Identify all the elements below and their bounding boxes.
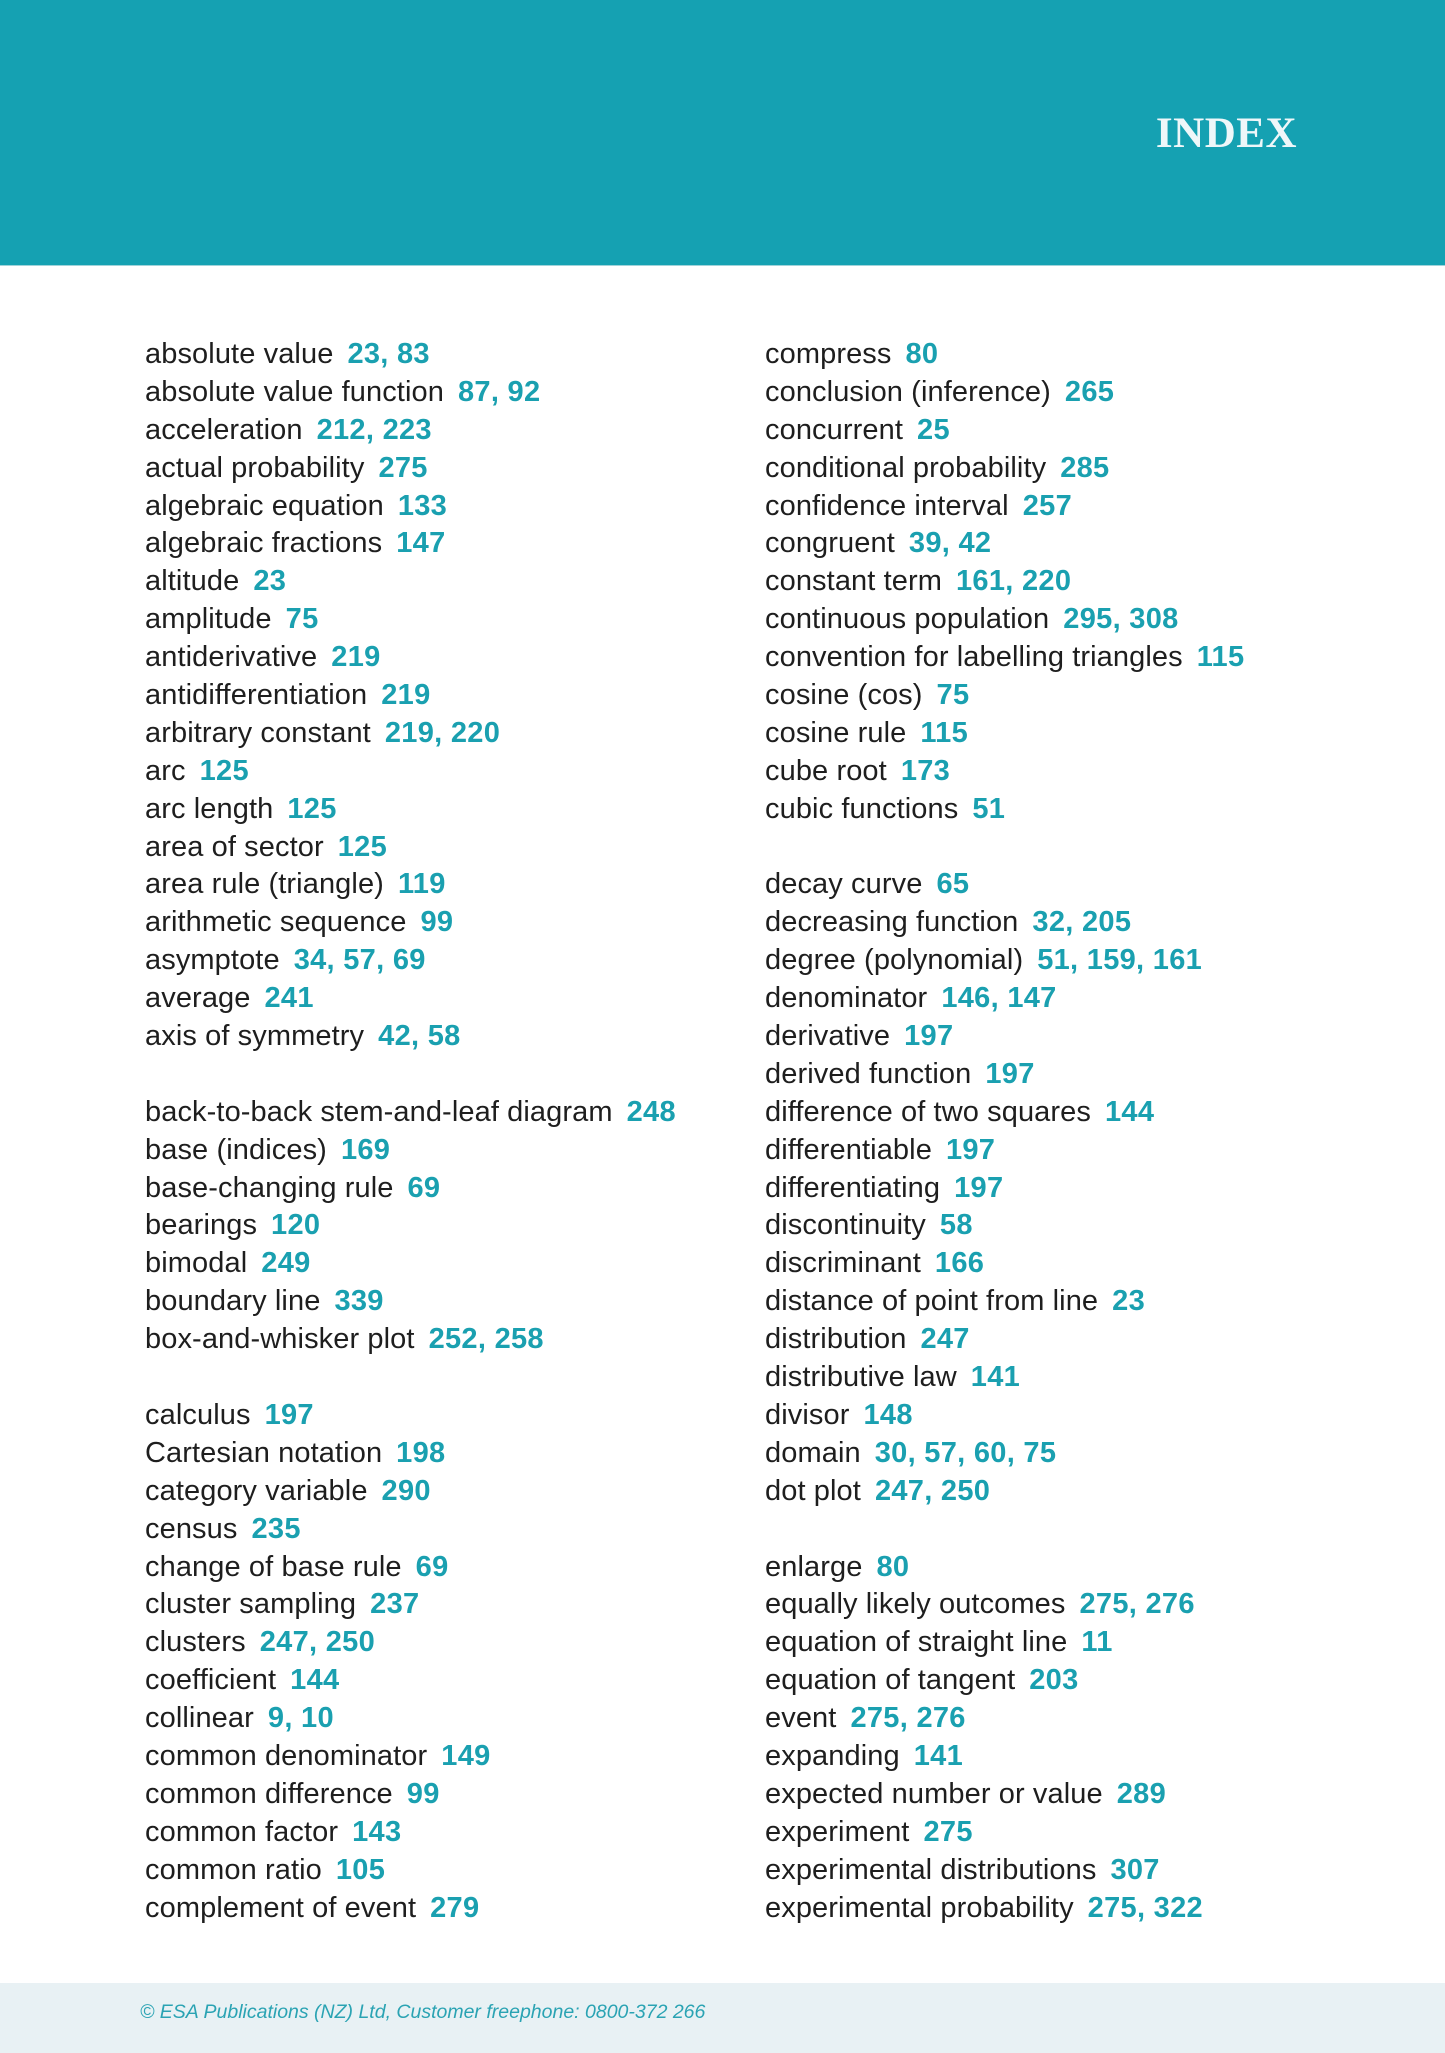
index-entry: [765, 1586, 1405, 1624]
index-entry: [145, 942, 745, 980]
index-term: bimodal: [145, 1247, 248, 1280]
index-entry: [765, 1321, 1405, 1359]
index-term: census: [145, 1512, 238, 1545]
page-references: 119: [397, 868, 446, 901]
index-entry: [145, 753, 745, 791]
index-entry: [765, 1473, 1405, 1511]
page-references: 51, 159, 161: [1037, 944, 1203, 977]
index-entry: [765, 488, 1405, 526]
index-term: decay curve: [765, 868, 923, 901]
index-entry: [765, 1700, 1405, 1738]
index-entry: [765, 753, 1405, 791]
page-references: 265: [1064, 375, 1115, 408]
index-term: common denominator: [145, 1739, 428, 1772]
index-entry: [145, 1700, 745, 1738]
page-references: 219: [331, 641, 381, 674]
page-references: 161, 220: [956, 565, 1072, 598]
page-references: 125: [337, 830, 388, 863]
page-references: 133: [397, 489, 448, 522]
page-references: 23: [253, 565, 287, 598]
page-references: 289: [1116, 1777, 1167, 1810]
index-term: constant term: [765, 565, 942, 598]
page-references: 99: [420, 906, 454, 939]
index-entry: [765, 1662, 1405, 1700]
index-entry: [765, 942, 1405, 980]
page-references: 275: [378, 451, 428, 484]
index-term: distributive law: [765, 1361, 957, 1394]
page-references: 275: [923, 1815, 973, 1848]
index-term: area rule (triangle): [145, 868, 384, 901]
page-references: 197: [264, 1398, 314, 1431]
index-entry: [145, 1586, 745, 1624]
index-term: convention for labelling triangles: [765, 641, 1183, 674]
page-references: 247: [920, 1323, 970, 1356]
index-term: cluster sampling: [145, 1588, 357, 1621]
index-term: differentiable: [765, 1133, 932, 1166]
index-term: altitude: [145, 565, 240, 598]
section-spacer: [145, 1056, 745, 1094]
page-references: 141: [913, 1739, 964, 1772]
index-term: conclusion (inference): [765, 375, 1051, 408]
page-references: 144: [290, 1664, 340, 1697]
index-entry: [145, 1549, 745, 1587]
page-references: 146, 147: [941, 982, 1057, 1015]
index-term: equally likely outcomes: [765, 1588, 1066, 1621]
index-entry: [145, 829, 745, 867]
index-entry: [145, 1170, 745, 1208]
index-entry: [145, 601, 745, 639]
index-term: box-and-whisker plot: [145, 1323, 415, 1356]
page-references: 219, 220: [384, 716, 501, 749]
page-references: 248: [626, 1095, 676, 1128]
index-term: complement of event: [145, 1891, 417, 1924]
index-entry: [765, 563, 1405, 601]
index-term: axis of symmetry: [145, 1020, 365, 1053]
page-references: 75: [285, 603, 319, 636]
page-references: 144: [1105, 1095, 1155, 1128]
index-entry: [145, 677, 745, 715]
index-term: domain: [765, 1436, 861, 1469]
page-references: 115: [920, 716, 969, 749]
page-references: 11: [1081, 1626, 1113, 1659]
index-entry: [145, 1435, 745, 1473]
index-term: arc length: [145, 792, 274, 825]
header-band: [0, 0, 1445, 266]
page-references: 219: [381, 679, 431, 712]
index-entry: [145, 1283, 745, 1321]
page-references: 80: [876, 1550, 910, 1583]
index-entry: [765, 1207, 1405, 1245]
index-term: derivative: [765, 1020, 891, 1053]
index-entry: [145, 525, 745, 563]
index-term: concurrent: [765, 413, 904, 446]
page-references: 166: [934, 1247, 985, 1280]
page-references: 173: [900, 754, 951, 787]
page-references: 69: [415, 1550, 449, 1583]
section-spacer: [765, 1511, 1405, 1549]
index-entry: [145, 1245, 745, 1283]
index-entry: [145, 1814, 745, 1852]
index-term: equation of tangent: [765, 1664, 1016, 1697]
index-entry: [765, 1624, 1405, 1662]
page-references: 42, 58: [378, 1020, 461, 1053]
index-term: distance of point from line: [765, 1285, 1099, 1318]
index-entry: [765, 677, 1405, 715]
index-entry: [765, 1132, 1405, 1170]
index-term: arc: [145, 754, 186, 787]
index-entry: [145, 1018, 745, 1056]
index-entry: [145, 1207, 745, 1245]
index-term: cosine rule: [765, 716, 907, 749]
index-entry: [765, 980, 1405, 1018]
index-term: degree (polynomial): [765, 944, 1024, 977]
page-title: INDEX: [1155, 110, 1297, 157]
index-entry: [145, 1397, 745, 1435]
page-references: 23: [1112, 1285, 1146, 1318]
page-references: 197: [945, 1133, 996, 1166]
page-references: 80: [905, 338, 939, 370]
section-spacer: [765, 829, 1405, 867]
index-entry: [765, 1776, 1405, 1814]
index-term: boundary line: [145, 1285, 321, 1318]
page-references: 241: [264, 982, 314, 1015]
page-references: 34, 57, 69: [293, 944, 426, 977]
index-entry: [145, 980, 745, 1018]
index-term: calculus: [145, 1398, 251, 1431]
index-entry: [145, 904, 745, 942]
page-references: 247, 250: [259, 1626, 376, 1659]
section-spacer: [145, 1359, 745, 1397]
index-entry: [765, 639, 1405, 677]
index-term: algebraic equation: [145, 489, 384, 522]
index-entry: [765, 1814, 1405, 1852]
index-entry: [765, 1170, 1405, 1208]
index-term: cosine (cos): [765, 679, 923, 712]
page-references: 87, 92: [457, 375, 541, 408]
page-references: 148: [863, 1398, 913, 1431]
index-term: equation of straight line: [765, 1626, 1068, 1659]
index-entry: [765, 904, 1405, 942]
page-references: 25: [917, 413, 950, 446]
index-term: experimental probability: [765, 1891, 1074, 1924]
index-entry: [145, 715, 745, 753]
page-references: 141: [970, 1361, 1021, 1394]
page-references: 339: [334, 1285, 384, 1318]
index-term: amplitude: [145, 603, 272, 636]
index-term: dot plot: [765, 1474, 861, 1507]
page-references: 143: [352, 1815, 402, 1848]
index-entry: [765, 525, 1405, 563]
index-term: change of base rule: [145, 1550, 402, 1583]
index-term: differentiating: [765, 1171, 941, 1204]
page-references: 235: [251, 1512, 301, 1545]
index-term: common factor: [145, 1815, 339, 1848]
index-entry: [145, 866, 745, 904]
index-term: discontinuity: [765, 1209, 926, 1242]
index-entry: [145, 412, 745, 450]
index-entry: [145, 1511, 745, 1549]
index-term: enlarge: [765, 1550, 863, 1583]
index-entry: [765, 374, 1405, 412]
index-term: base-changing rule: [145, 1171, 394, 1204]
page-references: 99: [406, 1777, 440, 1810]
index-entry: [145, 374, 745, 412]
index-entry: [145, 1094, 745, 1132]
page-references: 30, 57, 60, 75: [874, 1436, 1057, 1469]
page-references: 257: [1022, 489, 1073, 522]
index-term: cube root: [765, 754, 887, 787]
index-term: coefficient: [145, 1664, 277, 1697]
index-term: continuous population: [765, 603, 1050, 636]
index-entry: [765, 1359, 1405, 1397]
page-references: 115: [1196, 641, 1245, 674]
page-references: 252, 258: [428, 1323, 544, 1356]
index-entry: [145, 336, 745, 374]
page-references: 105: [335, 1853, 386, 1886]
index-term: collinear: [145, 1702, 254, 1735]
index-entry: [145, 1776, 745, 1814]
index-term: decreasing function: [765, 906, 1019, 939]
index-entry: [145, 1662, 745, 1700]
index-column-left: [145, 336, 745, 1927]
index-term: actual probability: [145, 451, 365, 484]
page-references: 125: [287, 792, 337, 825]
index-term: difference of two squares: [765, 1095, 1091, 1128]
index-entry: [145, 1890, 745, 1928]
index-term: antiderivative: [145, 641, 318, 674]
index-term: common ratio: [145, 1853, 322, 1886]
page-references: 9, 10: [267, 1702, 334, 1735]
index-term: absolute value function: [145, 375, 444, 408]
index-entry: [765, 1738, 1405, 1776]
page-references: 125: [199, 754, 249, 787]
index-term: discriminant: [765, 1247, 921, 1280]
copyright-text: © ESA Publications (NZ) Ltd, Customer freephone: 0800-372 266: [140, 2001, 706, 2023]
page-references: 197: [954, 1171, 1004, 1204]
index-term: arbitrary constant: [145, 716, 371, 749]
index-term: base (indices): [145, 1133, 327, 1166]
page-references: 295, 308: [1063, 603, 1179, 636]
index-term: denominator: [765, 982, 928, 1015]
page-references: 203: [1029, 1664, 1079, 1697]
index-entry: [765, 715, 1405, 753]
page-references: 249: [261, 1247, 311, 1280]
page-references: 275, 276: [1079, 1588, 1195, 1621]
index-column-right: [765, 336, 1405, 1927]
page-references: 120: [271, 1209, 321, 1242]
index-entry: [765, 1283, 1405, 1321]
index-term: antidifferentiation: [145, 679, 368, 712]
index-term: bearings: [145, 1209, 258, 1242]
index-entry: [765, 1094, 1405, 1132]
index-term: common difference: [145, 1777, 393, 1810]
index-entry: [145, 563, 745, 601]
index-term: cubic functions: [765, 792, 959, 825]
index-entry: [765, 450, 1405, 488]
page-references: 32, 205: [1032, 906, 1132, 939]
index-term: category variable: [145, 1474, 368, 1507]
page-references: 285: [1060, 451, 1110, 484]
index-entry: [145, 1738, 745, 1776]
index-entry: [765, 1056, 1405, 1094]
index-entry: [145, 1132, 745, 1170]
page-references: 290: [381, 1474, 431, 1507]
page-references: 307: [1110, 1853, 1160, 1886]
page-references: 247, 250: [874, 1474, 991, 1507]
index-entry: [145, 450, 745, 488]
page-references: 197: [985, 1057, 1035, 1090]
index-term: derived function: [765, 1057, 972, 1090]
index-entry: [145, 1321, 745, 1359]
page-references: 23, 83: [347, 338, 430, 370]
index-entry: [145, 1852, 745, 1890]
index-entry: [765, 412, 1405, 450]
page-references: 279: [430, 1891, 480, 1924]
index-entry: [145, 639, 745, 677]
index-term: absolute value: [145, 338, 334, 370]
index-term: asymptote: [145, 944, 280, 977]
index-entry: [765, 601, 1405, 639]
index-entry: [765, 1435, 1405, 1473]
index-entry: [765, 1549, 1405, 1587]
index-entry: [765, 791, 1405, 829]
index-term: arithmetic sequence: [145, 906, 407, 939]
page-references: 75: [936, 679, 970, 712]
index-term: conditional probability: [765, 451, 1047, 484]
page-references: 51: [972, 792, 1006, 825]
index-entry: [145, 488, 745, 526]
page-references: 149: [441, 1739, 491, 1772]
index-entry: [765, 1245, 1405, 1283]
page-references: 39, 42: [908, 527, 992, 560]
index-term: congruent: [765, 527, 895, 560]
index-term: experiment: [765, 1815, 910, 1848]
page-references: 147: [396, 527, 446, 560]
index-entry: [145, 1473, 745, 1511]
page-references: 65: [936, 868, 970, 901]
index-term: back-to-back stem-and-leaf diagram: [145, 1095, 613, 1128]
page-references: 197: [904, 1020, 954, 1053]
page-references: 58: [939, 1209, 973, 1242]
index-entry: [765, 866, 1405, 904]
page-references: 275, 276: [850, 1702, 966, 1735]
index-entry: [765, 1890, 1405, 1928]
page-references: 198: [396, 1436, 446, 1469]
index-term: divisor: [765, 1398, 850, 1431]
index-entry: [145, 1624, 745, 1662]
index-term: acceleration: [145, 413, 303, 446]
index-term: expanding: [765, 1739, 900, 1772]
index-entry: [145, 791, 745, 829]
index-term: experimental distributions: [765, 1853, 1097, 1886]
index-term: expected number or value: [765, 1777, 1103, 1810]
page-references: 212, 223: [316, 413, 432, 446]
index-term: Cartesian notation: [145, 1436, 383, 1469]
index-term: compress: [765, 338, 892, 370]
page-references: 237: [370, 1588, 420, 1621]
page-references: 275, 322: [1087, 1891, 1203, 1924]
page-references: 69: [407, 1171, 441, 1204]
index-entry: [765, 336, 1405, 374]
index-term: algebraic fractions: [145, 527, 383, 560]
index-term: event: [765, 1702, 837, 1735]
index-term: area of sector: [145, 830, 324, 863]
index-entry: [765, 1397, 1405, 1435]
index-term: confidence interval: [765, 489, 1009, 522]
index-term: distribution: [765, 1323, 907, 1356]
footer: [0, 1983, 1445, 2053]
page-references: 169: [340, 1133, 391, 1166]
index-term: clusters: [145, 1626, 246, 1659]
index-term: average: [145, 982, 251, 1015]
index-entry: [765, 1018, 1405, 1056]
index-entry: [765, 1852, 1405, 1890]
